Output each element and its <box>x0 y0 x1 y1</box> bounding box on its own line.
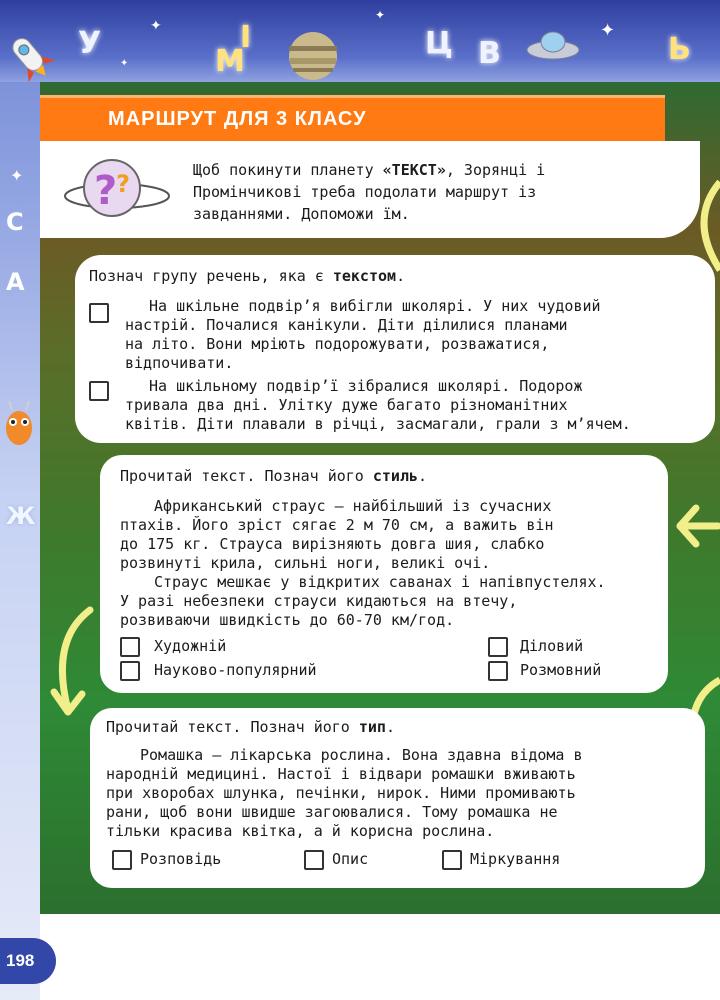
question-text: . <box>396 267 406 285</box>
option-label: Науково-популярний <box>154 661 317 679</box>
question-keyword: текстом <box>332 267 397 285</box>
text-line: У разі небезпеки страуси кидаються на втечу, <box>120 592 518 610</box>
banner-letter: М <box>215 44 245 79</box>
intro-line: Промінчикові треба подолати маршрут із <box>193 183 537 201</box>
task-card-2 <box>100 455 668 693</box>
side-letter: А <box>6 268 25 296</box>
task-card-3 <box>90 708 705 888</box>
task-question <box>89 267 405 286</box>
star-icon: ✦ <box>10 166 24 185</box>
text-line: тільки красива квітка, а й корисна рослина. <box>106 822 495 840</box>
question-text: . <box>385 718 395 736</box>
star-icon: ✦ <box>150 18 162 34</box>
task-text <box>120 497 654 630</box>
text-line: розвиваючи швидкість до 60-70 км/год. <box>120 611 455 629</box>
intro-text <box>193 159 683 225</box>
question-keyword: тип <box>358 718 386 736</box>
task-card-1 <box>75 255 715 443</box>
star-icon: ✦ <box>375 8 386 22</box>
option-checkbox[interactable] <box>89 303 109 323</box>
question-text: Познач групу речень, яка є <box>89 267 333 285</box>
style-checkbox-business[interactable] <box>488 637 508 657</box>
intro-line: завданнями. Допоможи їм. <box>193 205 410 223</box>
alien-icon <box>2 398 36 448</box>
text-line: рани, щоб вони швидше загоювалися. Тому ромашка не <box>106 803 558 821</box>
text-line: настрій. Почалися канікули. Діти ділилися планами <box>125 316 568 334</box>
page-number: 198 <box>0 938 56 984</box>
ufo-icon <box>525 26 581 66</box>
option-label: Розповідь <box>140 850 222 868</box>
text-line: Ромашка — лікарська рослина. Вона здавна відома в <box>140 746 583 764</box>
option-label: Художній <box>154 637 227 655</box>
text-line: квітів. Діти плавали в річці, засмагали, грали з м’ячем. <box>125 415 631 433</box>
task-text <box>106 746 690 841</box>
text-line: при хворобах шлунка, печінки, нирок. Ними промивають <box>106 784 576 802</box>
text-line: на літо. Вони мріють подорожувати, розважатися, <box>125 335 550 353</box>
option-checkbox[interactable] <box>89 381 109 401</box>
svg-text:?: ? <box>116 170 130 198</box>
svg-text:?: ? <box>94 168 118 214</box>
style-checkbox-conversational[interactable] <box>488 661 508 681</box>
route-header <box>40 95 665 144</box>
option-label: Опис <box>332 850 369 868</box>
banner-letter: В <box>478 36 501 71</box>
text-line: відпочивати. <box>125 354 234 372</box>
banner-letter: Ь <box>668 32 691 67</box>
banner-letter: Ц <box>425 26 453 61</box>
text-line: народній медицині. Настої і відвари ромашки вживають <box>106 765 576 783</box>
banner-letter: У <box>78 26 102 61</box>
side-letter: Ж <box>6 502 36 530</box>
star-icon: ✦ <box>600 20 616 41</box>
side-letter: С <box>6 208 24 236</box>
type-checkbox-reasoning[interactable] <box>442 850 462 870</box>
intro-line: , Зорянці і <box>445 161 546 179</box>
option-text <box>125 377 699 434</box>
text-line: Страус мешкає у відкритих саванах і напівпустелях. <box>154 573 606 591</box>
option-label: Діловий <box>520 637 584 655</box>
style-checkbox-popular-science[interactable] <box>120 661 140 681</box>
question-text: . <box>418 467 428 485</box>
text-line: Африканський страус — найбільший із сучасних <box>154 497 552 515</box>
task-question <box>106 718 395 737</box>
rocket-icon <box>2 30 56 82</box>
question-planet-icon <box>62 152 172 228</box>
option-text <box>125 297 699 373</box>
text-line: На шкільне подвір’я вибігли школярі. У них чудовий <box>149 297 601 315</box>
question-keyword: стиль <box>372 467 419 485</box>
star-icon: ✦ <box>120 58 129 69</box>
question-text: Прочитай текст. Познач його <box>120 467 373 485</box>
text-line: птахів. Його зріст сягає 2 м 70 см, а важить він <box>120 516 554 534</box>
space-banner <box>0 0 720 82</box>
intro-line: Щоб покинути планету <box>193 161 383 179</box>
type-checkbox-narration[interactable] <box>112 850 132 870</box>
planet-icon <box>280 26 346 82</box>
option-label: Розмовний <box>520 661 602 679</box>
text-line: до 175 кг. Страуса вирізняють довга шия, слабко <box>120 535 545 553</box>
planet-name: «ТЕКСТ» <box>382 161 446 179</box>
question-text: Прочитай текст. Познач його <box>106 718 359 736</box>
task-question <box>120 467 427 486</box>
text-line: тривала два дні. Улітку дуже багато різноманітних <box>125 396 568 414</box>
arrow-icon <box>40 600 100 730</box>
option-label: Міркування <box>470 850 561 868</box>
banner-letter: І <box>240 20 252 55</box>
type-checkbox-description[interactable] <box>304 850 324 870</box>
text-line: розвинуті крила, сильні ноги, великі очі. <box>120 554 491 572</box>
arrow-icon <box>672 502 720 558</box>
route-title: МАРШРУТ ДЛЯ 3 КЛАСУ <box>108 108 367 130</box>
text-line: На шкільному подвір’ї зібралися школярі. Подорож <box>149 377 583 395</box>
style-checkbox-artistic[interactable] <box>120 637 140 657</box>
side-strip <box>0 82 40 1000</box>
